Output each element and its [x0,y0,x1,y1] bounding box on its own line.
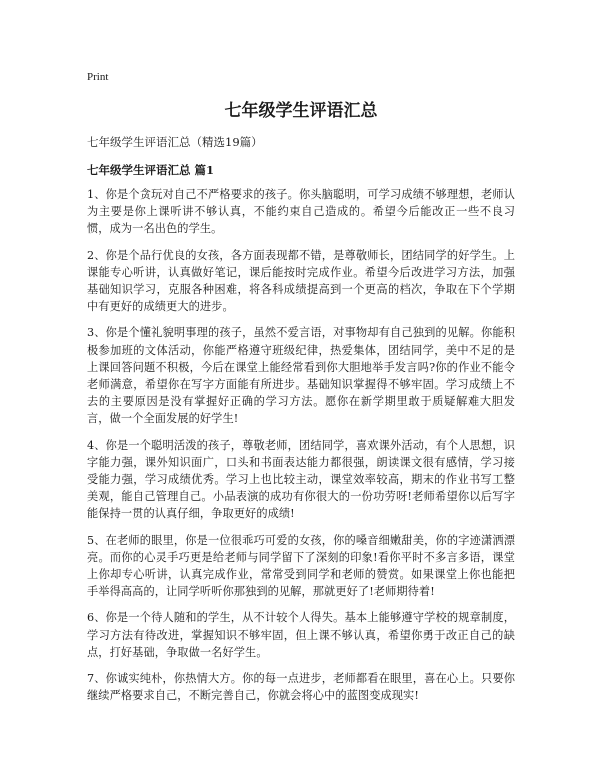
paragraph-7: 7、你诚实纯朴，你热情大方。你的每一点进步，老师都看在眼里，喜在心上。只要你继续严格要求自己，不断完善自己，你就会将心中的蓝图变成现实! [87,672,515,703]
paragraph-5: 5、在老师的眼里，你是一位很乖巧可爱的女孩，你的嗓音细嫩甜美，你的字迹潇洒漂亮。而你的心灵手巧更是给老师与同学留下了深刻的印象!看你平时不多言多语，课堂上你却专心听讲，认真完成作业，常常受到同学和老师的赞赏。如果课堂上你也能把手举得高高的，让同学听听你那独到的见解，那就更好了!老师期待着! [87,533,515,599]
section-heading: 七年级学生评语汇总 篇1 [87,163,215,177]
paragraph-4: 4、你是一个聪明活泼的孩子，尊敬老师，团结同学，喜欢课外活动，有个人思想，识字能力强，课外知识面广，口头和书面表达能力都很强，朗读课文很有感情，学习接受能力强，学习成绩优秀。学习上也比较主动，课堂效率较高，期末的作业书写工整美观，能自己管理自己。小品表演的成功有你很大的一份功劳呀!老师希望你以后写字能保持一贯的认真仔细，争取更好的成绩! [87,438,515,521]
paragraph-list [87,186,515,704]
print-label: Print [87,71,109,83]
document-title: 七年级学生评语汇总 [224,101,378,121]
document-page [87,70,515,704]
paragraph-6: 6、你是一个待人随和的学生，从不计较个人得失。基本上能够遵守学校的规章制度，学习方法有待改进，掌握知识不够牢固，但上课不够认真，希望你勇于改正自己的缺点，打好基础，争取做一名好学生。 [87,611,515,659]
paragraph-3: 3、你是个懂礼貌明事理的孩子，虽然不爱言语，对事物却有自己独到的见解。你能积极参加班的文体活动，你能严格遵守班级纪律，热爱集体，团结同学，美中不足的是上课回答问题不积极，今后在课堂上能经常看到你大胆地举手发言吗?你的作业不能令老师满意，希望你在写字方面能有所进步。基础知识掌握得不够牢固。学习成绩上不去的主要原因是没有掌握好正确的学习方法。愿你在新学期里敢于质疑解难大胆发言，做一个全面发展的好学生! [87,326,515,426]
paragraph-2: 2、你是个品行优良的女孩，各方面表现都不错，是尊敬师长，团结同学的好学生。上课能专心听讲，认真做好笔记，课后能按时完成作业。希望今后改进学习方法，加强基础知识学习，克服各种困难，将各科成绩提高到一个更高的档次，争取在下个学期中有更好的成绩更大的进步。 [87,248,515,314]
paragraph-1: 1、你是个贪玩对自己不严格要求的孩子。你头脑聪明，可学习成绩不够理想，老师认为主要是你上课听讲不够认真，不能约束自己造成的。希望今后能改正一些不良习惯，成为一名出色的学生。 [87,188,515,236]
document-subtitle: 七年级学生评语汇总（精选19篇） [87,135,263,149]
